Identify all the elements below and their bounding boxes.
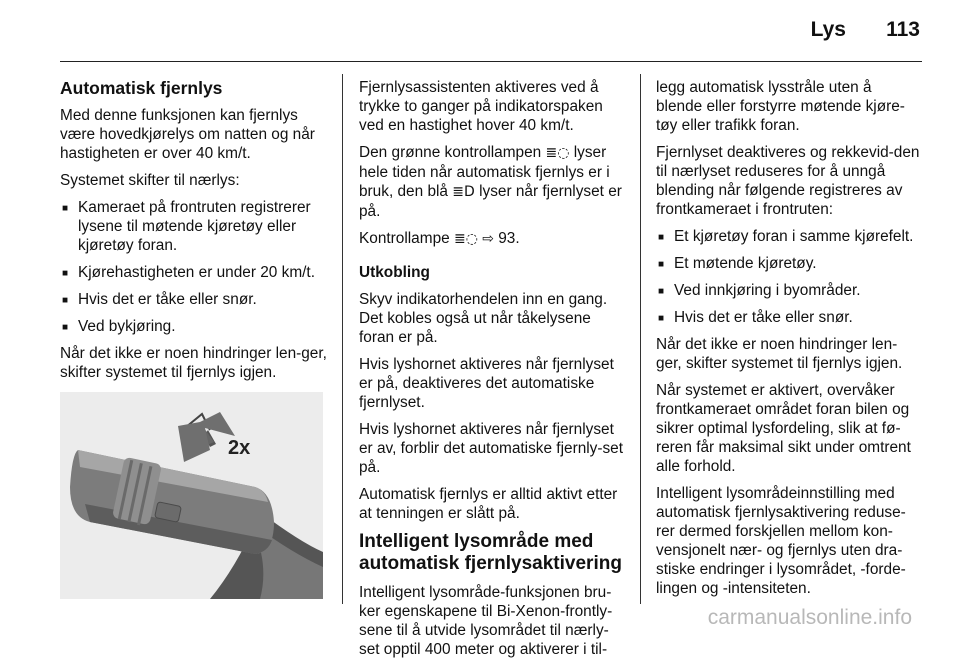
column-1 [60, 78, 328, 417]
bullet-list [60, 198, 328, 336]
page-number: 113 [886, 18, 920, 41]
section-heading-auto-high-beam: Automatisk fjernlys [60, 78, 223, 98]
paragraph: Intelligent lysområdeinnstilling med automatisk fjernlysaktivering reduse-rer dermed forskjellen mellom kon-vensjonelt nær- og fjernlys uten dra-stiske endringer i lysområdet, -forde-lingen og -intensiteten. [656, 485, 906, 597]
auto-high-beam-icon: ≣◌ [545, 145, 570, 161]
paragraph: Den grønne kontrollampen ≣◌ lyser hele tiden når automatisk fjernlys er i bruk, den blå ≣D lyser når fjernlyset er på. [359, 144, 622, 220]
column-divider [640, 74, 641, 604]
bullet-list [656, 227, 922, 327]
column-3 [656, 78, 922, 606]
paragraph: Skyv indikatorhendelen inn en gang. Det kobles også ut når tåkelysene foran er på. [359, 291, 608, 346]
list-item: ■ Ved bykjøring. [60, 317, 328, 336]
indicator-stalk-figure [60, 392, 323, 599]
list-item: ■ Hvis det er tåke eller snør. [656, 308, 922, 327]
list-item: ■ Ved innkjøring i byområder. [656, 281, 922, 300]
section-heading-intelligent-light: Intelligent lysområde med automatisk fjernlysaktivering [359, 531, 622, 574]
list-item: ■ Et kjøretøy foran i samme kjørefelt. [656, 227, 922, 246]
header-divider [60, 61, 922, 62]
paragraph: Med denne funksjonen kan fjernlys være hovedkjørelys om natten og når hastigheten er over 40 km/t. [60, 107, 315, 162]
list-item: ■ Hvis det er tåke eller snør. [60, 290, 328, 309]
subheading-deactivate: Utkobling [359, 264, 430, 281]
chapter-title: Lys [810, 18, 846, 41]
paragraph: Automatisk fjernlys er alltid aktivt etter at tenningen er slått på. [359, 486, 618, 522]
watermark-link[interactable]: carmanualsonline.info [707, 606, 912, 629]
paragraph: Kontrollampe ≣◌ ⇨ 93. [359, 230, 520, 247]
press-twice-label: 2x [228, 437, 251, 459]
list-item: ■ Kjørehastigheten er under 20 km/t. [60, 263, 328, 282]
paragraph: Hvis lyshornet aktiveres når fjernlyset er av, forblir det automatiske fjernly-set på. [359, 421, 624, 476]
column-2 [359, 78, 624, 667]
paragraph: Intelligent lysområde-funksjonen bru-ker egenskapene til Bi-Xenon-frontly-sene til å utvide lysområdet til nærly-set opptil 400 meter og aktiverer i til- [359, 584, 613, 658]
page-reference-arrow-icon: ⇨ [482, 231, 494, 247]
paragraph: Hvis lyshornet aktiveres når fjernlyset er på, deaktiveres det automatiske fjernlyset. [359, 356, 614, 411]
column-divider [342, 74, 343, 604]
stalk-illustration [60, 392, 323, 599]
high-beam-icon: ≣D [452, 184, 475, 200]
paragraph: Når det ikke er noen hindringer len-ger, skifter systemet til fjernlys igjen. [60, 345, 327, 381]
paragraph: Fjernlyset deaktiveres og rekkevid-den til nærlyset reduseres for å unngå blending når følgende registreres av frontkameraet i frontruten: [656, 144, 920, 218]
auto-high-beam-icon: ≣◌ [453, 231, 478, 247]
paragraph: Systemet skifter til nærlys: [60, 172, 240, 189]
paragraph: legg automatisk lysstråle uten å blende eller forstyrre møtende kjøre-tøy eller trafikk foran. [656, 79, 905, 134]
paragraph: Når systemet er aktivert, overvåker frontkameraet området foran bilen og sikrer optimal lysfordeling, slik at fø-reren får maksimal sikt under omtrent alle forhold. [656, 382, 911, 475]
list-item: ■ Et møtende kjøretøy. [656, 254, 922, 273]
paragraph: Når det ikke er noen hindringer len-ger, skifter systemet til fjernlys igjen. [656, 336, 903, 372]
list-item: ■ Kameraet på frontruten registrerer lysene til møtende kjøretøy eller kjøretøy foran. [60, 198, 328, 255]
page-header [0, 0, 960, 62]
paragraph: Fjernlysassistenten aktiveres ved å trykke to ganger på indikatorspaken ved en hastighet hover 40 km/t. [359, 79, 603, 134]
